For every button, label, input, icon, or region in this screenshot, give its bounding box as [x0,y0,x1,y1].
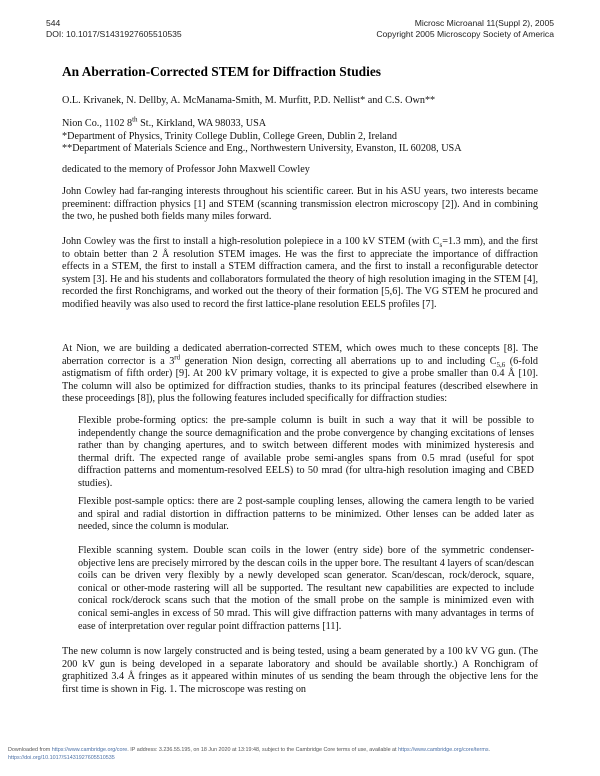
feature-2 [78,496,534,534]
affiliations [62,115,538,156]
page-number: 544 [46,18,61,28]
doi: DOI: 10.1017/S1431927605510535 [46,29,182,39]
paragraph-1 [62,186,538,224]
journal-citation: Microsc Microanal 11(Suppl 2), 2005 [414,18,554,28]
doi-link[interactable]: https://doi.org/10.1017/S1431927605510535 [8,755,115,761]
header-right [376,18,554,40]
paragraph-2-text: John Cowley was the first to install a high-resolution polepiece in a 100 kV STEM (with $C_s=1.3$ mm), and the first to obtain better than 2 Å resolution STEM images. He was the first to appreciate the importance of diffraction effects in a STEM, the first to install a STEM diffraction camera, and the first to install a reconfigurable detector system [3]. He and his students and collaborators formulated the theory of high resolution imaging in the STEM [4], recorded the first Ronchigrams, and worked out the theory of their formation [5,6]. The VG STEM he procured and modified heavily was also used to record the first lattice-plane resolution EELS profiles [7]. [62,236,538,310]
feature-1-text: Flexible probe-forming optics: the pre-sample column is built in such a way that it will be possible to independently change the source demagnification and the probe convergence by changing excitations of lenses rather than by changing apertures, and to switch between different modes with minimized hysteresis and thermal drift. The expected range of available probe semi-angles spans from 0.5 mrad (useful for spot diffraction patterns and momentum-resolved EELS) to 50 mrad (for ultra-high resolution imaging and CBED studies). [78,415,534,489]
paragraph-3 [62,343,538,406]
feature-2-text: Flexible post-sample optics: there are 2 post-sample coupling lenses, allowing the camera length to be varied and spiral and radial distortion in diffraction patterns to be minimized. Other lenses can be added later as needed, since the column is modular. [78,496,534,533]
paragraph-4 [62,646,538,696]
feature-1 [78,415,534,491]
terms-link[interactable]: https://www.cambridge.org/core/terms [398,747,489,753]
paragraph-1-text: John Cowley had far-ranging interests throughout his scientific career. But in his ASU years, two interests became preeminent: diffraction physics [1] and STEM (scanning transmission electron microscopy [2]). And in combining the two, he pushed both fields many miles forward. [62,186,538,223]
authors [62,95,538,108]
paragraph-4-text: The new column is now largely constructed and is being tested, using a beam generated by a 100 kV VG gun. (The 200 kV gun is being developed in a separate laboratory and should be available shortly.) A Ronchigram of graphitized 3.4 Å fringes as it appeared within minutes of us sending the beam through the objective lens for the first time is shown in Fig. 1. The microscope was resting on [62,646,538,695]
feature-3 [78,545,534,633]
header-left [46,18,182,40]
download-footer: Downloaded from https://www.cambridge.org/core. IP address: 3.236.55.195, on 18 Jun 2020 at 13:19:48, subject to the Cambridge Core terms of use, available at https://www.cambridge.org/core/terms. https://doi.org/10.1017/S1431927605510535 [8,747,491,761]
article-title: An Aberration-Corrected STEM for Diffraction Studies [62,64,381,79]
feature-3-text: Flexible scanning system. Double scan coils in the lower (entry side) bore of the symmetric condenser-objective lens are precisely mirrored by the descan coils in the upper bore. The resultant 4 layers of scan/descan coils can be driven very flexibly by a newly developed scan generator. Scan/descan, rock/derock, square, conical or other-mode rastering will all be supported. The resultant new capabilities are expected to include conical rock/derock scans such that the motion of the small probe on the sample is minimized even with conical semi-angles in excess of 50 mrad. This will give diffraction patterns with many advantages in terms of ease of interpretation over regular point diffraction patterns [11]. [78,545,534,632]
dedication-text: dedicated to the memory of Professor John Maxwell Cowley [62,164,310,175]
cambridge-core-link[interactable]: https://www.cambridge.org/core [51,747,128,753]
paragraph-3-text: At Nion, we are building a dedicated aberration-corrected STEM, which owes much to these concepts [8]. The aberration corrector is a 3rd generation Nion design, correcting all aberrations up to and including $C_{5,6}$ (6-fold astigmatism of fifth order) [9]. At 200 kV primary voltage, it is expected to give a probe smaller than 0.4 Å [10]. The column will also be optimized for diffraction studies, thanks to its principal features (described elsewhere in these proceedings [8]), plus the following features included specifically for diffraction studies: [62,343,538,405]
affiliation-nion: Nion Co., 1102 8th St., Kirkland, WA 98033, USA [62,115,267,129]
copyright: Copyright 2005 Microscopy Society of America [376,29,554,39]
paragraph-2 [62,236,538,312]
affiliation-northwestern: **Department of Materials Science and Eng., Northwestern University, Evanston, IL 60208, USA [62,143,462,155]
author-list: O.L. Krivanek, N. Dellby, A. McManama-Smith, M. Murfitt, P.D. Nellist* and C.S. Own** [62,95,436,106]
dedication [62,164,538,177]
affiliation-tcd: *Department of Physics, Trinity College Dublin, College Green, Dublin 2, Ireland [62,130,398,142]
